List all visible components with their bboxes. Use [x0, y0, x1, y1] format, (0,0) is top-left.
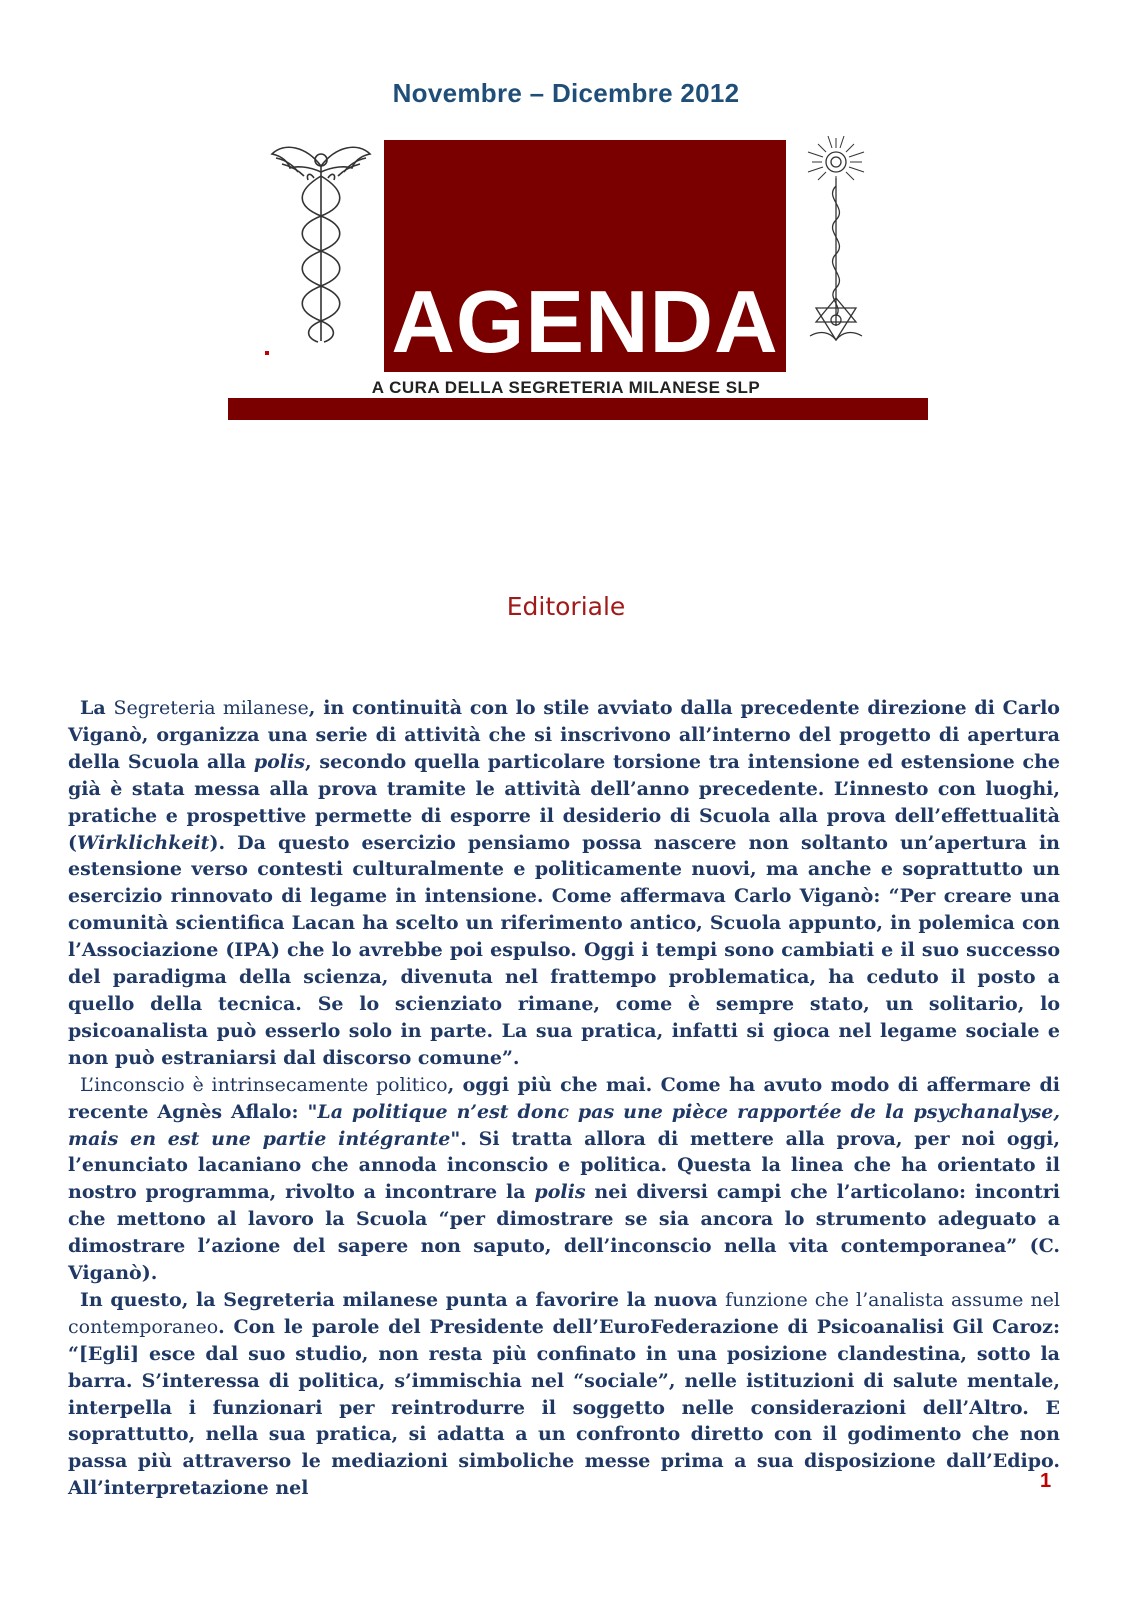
- text-run: La politique n’est donc pas une pièce rapportée de la psychanalyse, mais en est une partie intégrante: [68, 1100, 1060, 1150]
- issue-date-heading: Novembre – Dicembre 2012: [392, 78, 740, 108]
- editorial-paragraph: [68, 1072, 1060, 1287]
- editorial-paragraph: [68, 1287, 1060, 1502]
- text-run: funzione che l’analista assume nel contemporaneo: [68, 1288, 1060, 1338]
- agenda-subtitle: A CURA DELLA SEGRETERIA MILANESE SLP: [371, 378, 761, 397]
- caduceus-emblem-icon: [266, 136, 376, 354]
- text-run: nei diversi campi che l’articolano: incontri che mettono al lavoro la Scuola “per dimostrare se sia ancora lo strumento adeguato a dimostrare l’azione del sapere non saputo, dell’inconscio nella vita contemporanea” (C. Viganò).: [68, 1181, 1060, 1285]
- text-run: La: [80, 697, 114, 719]
- text-run: , secondo quella particolare torsione tra intensione ed estensione che già è stata messa alla prova tramite le attività dell’anno precedente. L’innesto con luoghi, pratiche e prospettive permette di esporre il desiderio di Scuola alla prova dell’effettualità (: [68, 750, 1060, 854]
- text-run: ). Da questo esercizio pensiamo possa nascere non soltanto un’apertura in estensione verso contesti culturalmente e politicamente nuovi, ma anche e soprattutto un esercizio rinnovato di legame in intensione. Come affermava Carlo Viganò: “Per creare una comunità scientifica Lacan ha scelto un riferimento antico, Scuola appunto, in polemica con l’Associazione (IPA) che lo avrebbe poi espulso. Oggi i tempi sono cambiati e il suo successo del paradigma della scienza, divenuta nel frattempo problematica, ha ceduto il posto a quello della tecnica. Se lo scienziato rimane, come è sempre stato, un solitario, lo psicoanalista può esserlo solo in parte. La sua pratica, infatti si gioca nel legame sociale e non può estraniarsi dal discorso comune”.: [68, 831, 1060, 1069]
- decorative-dot: [265, 351, 269, 355]
- page-number: 1: [1040, 1470, 1052, 1492]
- text-run: Segreteria milanese: [113, 697, 309, 719]
- text-run: polis: [534, 1181, 586, 1204]
- text-run: , in continuità con lo stile avviato dalla precedente direzione di Carlo Viganò, organizza una serie di attività che si inscrivono all’interno del progetto di apertura della Scuola alla: [68, 697, 1060, 773]
- agenda-title: AGENDA: [391, 272, 779, 371]
- header-divider-bar: [228, 398, 928, 420]
- text-run: In questo, la Segreteria milanese punta a favorire la nuova: [80, 1288, 726, 1311]
- section-title: Editoriale: [506, 592, 626, 621]
- text-run: . Con le parole del Presidente dell’EuroFederazione di Psicoanalisi Gil Caroz: “[Egli] esce dal suo studio, non resta più confinato in una posizione clandestina, sotto la barra. S’interessa di politica, s’immischia nel “sociale”, nelle istituzioni di salute mentale, interpella i funzionari per reintrodurre il soggetto nelle considerazioni dell’Altro. E soprattutto, nella sua pratica, si adatta a un confronto diretto con il godimento che non passa più attraverso le mediazioni simboliche messe prima a sua disposizione dall’Edipo. All’interpretazione nel: [68, 1315, 1060, 1500]
- sun-serpent-emblem-icon: [790, 136, 888, 358]
- text-run: , oggi più che mai. Come ha avuto modo di affermare di recente Agnès Aflalo: ": [68, 1073, 1061, 1123]
- editorial-paragraph: [68, 695, 1060, 1072]
- text-run: L’inconscio è intrinsecamente politico: [80, 1073, 448, 1096]
- editorial-body: [68, 695, 1060, 1502]
- text-run: polis: [253, 750, 305, 773]
- text-run: Wirklichkeit: [77, 831, 210, 854]
- text-run: ". Si tratta allora di mettere alla prova, per noi oggi, l’enunciato lacaniano che annoda inconscio e politica. Questa la linea che ha orientato il nostro programma, rivolto a incontrare la: [68, 1127, 1060, 1204]
